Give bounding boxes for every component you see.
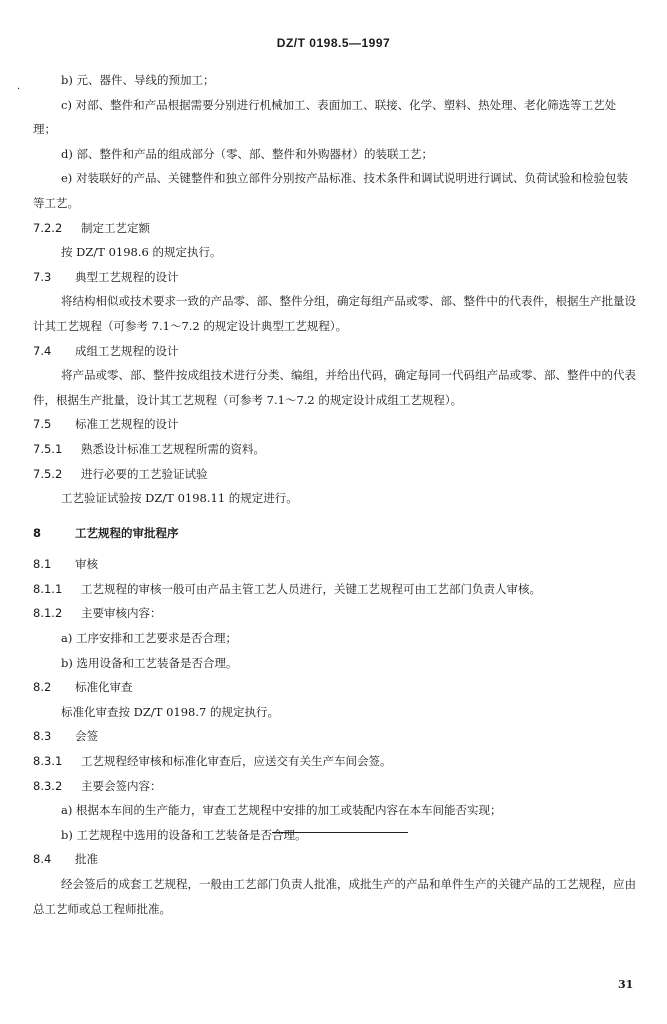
paragraph: b) 选用设备和工艺装备是否合理。 [61, 655, 238, 670]
section-number: 8.3.1 [33, 754, 63, 769]
paragraph: d) 部、整件和产品的组成部分（零、部、整件和外购器材）的装联工艺； [61, 146, 433, 161]
section-number: 8.1.2 [33, 606, 63, 621]
section-heading [33, 437, 637, 462]
section-title: 典型工艺规程的设计 [75, 269, 179, 284]
section-title: 成组工艺规程的设计 [75, 343, 179, 358]
document-body [33, 68, 637, 921]
section-heading [33, 847, 637, 872]
section-number: 7.5.2 [33, 466, 63, 481]
end-rule [272, 832, 408, 833]
section-title: 批准 [75, 852, 98, 867]
section-heading [33, 601, 637, 626]
section-heading [33, 462, 637, 487]
paragraph: e) 对装联好的产品、关键整件和独立部件分别按产品标准、技术条件和调试说明进行调试、负荷试验和检验包装等工艺。 [33, 171, 628, 210]
section-title: 标准工艺规程的设计 [75, 417, 179, 432]
paragraph: b) 工艺规程中选用的设备和工艺装备是否合理。 [61, 827, 307, 842]
paragraph: 按 DZ/T 0198.6 的规定执行。 [61, 245, 222, 260]
section-heading [33, 412, 637, 437]
section-title: 主要审核内容： [81, 606, 162, 621]
section-heading [33, 521, 637, 546]
section-heading [33, 774, 637, 799]
paragraph: 将产品或零、部、整件按成组技术进行分类、编组，并给出代码，确定每同一代码组产品或零、部、整件中的代表件，根据生产批量，设计其工艺规程（可参考 7.1～7.2 的规定设计成组工艺规程）。 [33, 368, 636, 407]
section-number: 8.4 [33, 852, 52, 867]
section-number: 7.5 [33, 417, 52, 432]
section-heading [33, 339, 637, 364]
paragraph: a) 根据本车间的生产能力，审查工艺规程中安排的加工或装配内容在本车间能否实现； [61, 803, 502, 818]
paragraph: 将结构相似或技术要求一致的产品零、部、整件分组，确定每组产品或零、部、整件中的代表件，根据生产批量设计其工艺规程（可参考 7.1～7.2 的规定设计典型工艺规程）。 [33, 294, 636, 333]
section-title: 审核 [75, 557, 98, 572]
margin-mark: · [17, 84, 21, 95]
paragraph: 工艺验证试验按 DZ/T 0198.11 的规定进行。 [61, 491, 298, 506]
page-number: 31 [618, 978, 634, 991]
section-title: 标准化审查 [75, 680, 133, 695]
paragraph: 经会签后的成套工艺规程，一般由工艺部门负责人批准，成批生产的产品和单件生产的关键产品的工艺规程，应由总工艺师或总工程师批准。 [33, 877, 636, 916]
section-heading [33, 749, 637, 774]
section-heading [33, 265, 637, 290]
paragraph: b) 元、器件、导线的预加工； [61, 73, 215, 87]
section-title: 进行必要的工艺验证试验 [81, 466, 208, 481]
section-number: 8.2 [33, 680, 52, 695]
paragraph: a) 工序安排和工艺要求是否合理； [61, 631, 237, 646]
section-title: 制定工艺定额 [81, 220, 150, 235]
section-number: 7.5.1 [33, 441, 63, 456]
section-number: 8.1 [33, 557, 52, 572]
section-title: 会签 [75, 729, 98, 744]
document-code-header: DZ/T 0198.5—1997 [276, 36, 391, 50]
section-title: 工艺规程的审核一般可由产品主管工艺人员进行，关键工艺规程可由工艺部门负责人审核。 [81, 581, 541, 596]
section-heading [33, 577, 637, 602]
paragraph: c) 对部、整件和产品根据需要分别进行机械加工、表面加工、联接、化学、塑料、热处理、老化筛选等工艺处理； [33, 97, 617, 137]
section-number: 8 [33, 525, 42, 540]
section-title: 工艺规程的审批程序 [75, 525, 179, 540]
section-heading [33, 552, 637, 577]
section-title: 主要会签内容： [81, 778, 162, 793]
section-number: 7.3 [33, 269, 52, 284]
section-number: 7.2.2 [33, 220, 63, 235]
section-number: 7.4 [33, 343, 52, 358]
section-title: 熟悉设计标准工艺规程所需的资料。 [81, 441, 265, 456]
section-heading [33, 675, 637, 700]
section-number: 8.3 [33, 729, 52, 744]
section-heading [33, 216, 637, 241]
section-number: 8.1.1 [33, 581, 63, 596]
paragraph: 标准化审查按 DZ/T 0198.7 的规定执行。 [61, 704, 279, 719]
section-number: 8.3.2 [33, 778, 63, 793]
section-title: 工艺规程经审核和标准化审查后，应送交有关生产车间会签。 [81, 754, 392, 769]
section-heading [33, 724, 637, 749]
